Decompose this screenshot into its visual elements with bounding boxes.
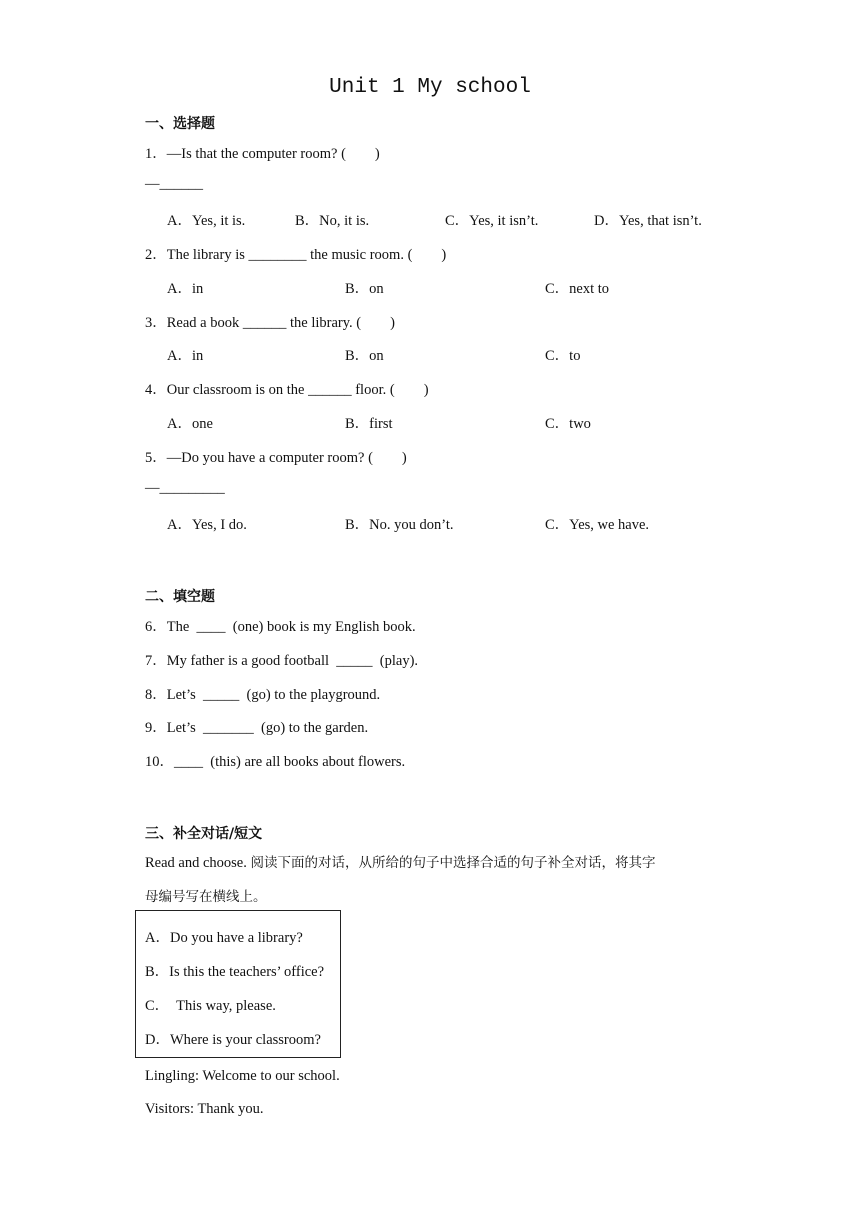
question-4-option-c: C．two [545, 416, 591, 432]
question-2-option-c: C．next to [545, 281, 610, 297]
choice-b: B．Is this the teachers’ office? [145, 964, 325, 980]
dialogue-instruction-english: Read and choose. [145, 855, 251, 871]
fill-question-10: 10．____ (this) are all books about flowers. [145, 754, 406, 770]
question-3-stem: 3．Read a book ______ the library. ( ) [145, 315, 395, 331]
question-3-option-b: B．on [345, 348, 384, 364]
dialogue-instruction-line-1 [145, 851, 656, 872]
question-5-answer-line: —_________ [145, 480, 225, 496]
question-5-option-b: B．No. you don’t. [345, 517, 454, 533]
question-1-option-c: C．Yes, it isn’t. [445, 213, 539, 229]
question-4-option-b: B．first [345, 416, 393, 432]
question-1-answer-line: —______ [145, 176, 203, 192]
question-4-stem: 4．Our classroom is on the ______ floor. ( ) [145, 382, 429, 398]
question-3-option-c: C．to [545, 348, 581, 364]
fill-question-7: 7．My father is a good football _____ (play). [145, 653, 419, 669]
question-1-option-d: D．Yes, that isn’t. [594, 213, 702, 229]
dialogue-line-2: Visitors: Thank you. [145, 1101, 264, 1117]
dialogue-instruction-chinese: 阅读下面的对话，从所给的句子中选择合适的句子补全对话，将其字 [250, 855, 656, 871]
question-5-stem: 5．—Do you have a computer room? ( ) [145, 450, 407, 466]
question-2-option-b: B．on [345, 281, 384, 297]
question-2-option-a: A．in [167, 281, 204, 297]
section-heading-fill-in: 二、填空题 [145, 589, 215, 605]
fill-question-8: 8．Let’s _____ (go) to the playground. [145, 687, 381, 703]
question-4-option-a: A．one [167, 416, 213, 432]
question-5-option-c: C．Yes, we have. [545, 517, 650, 533]
dialogue-instruction-line-2: 母编号写在横线上。 [145, 889, 267, 905]
page-title: Unit 1 My school [329, 76, 531, 99]
question-5-option-a: A．Yes, I do. [167, 517, 247, 533]
choice-c: C． This way, please. [145, 998, 276, 1014]
question-3-option-a: A．in [167, 348, 204, 364]
choice-a: A．Do you have a library? [145, 930, 303, 946]
section-heading-dialogue: 三、补全对话/短文 [145, 826, 263, 842]
fill-question-6: 6．The ____ (one) book is my English book. [145, 619, 416, 635]
section-heading-multiple-choice: 一、选择题 [145, 116, 215, 132]
question-2-stem: 2．The library is ________ the music room. ( ) [145, 247, 447, 263]
choice-d: D．Where is your classroom? [145, 1032, 321, 1048]
fill-question-9: 9．Let’s _______ (go) to the garden. [145, 720, 369, 736]
question-1-stem: 1．—Is that the computer room? ( ) [145, 146, 380, 162]
question-1-option-a: A．Yes, it is. [167, 213, 246, 229]
question-1-option-b: B．No, it is. [295, 213, 370, 229]
dialogue-line-1: Lingling: Welcome to our school. [145, 1068, 340, 1084]
choices-box [135, 910, 341, 1058]
